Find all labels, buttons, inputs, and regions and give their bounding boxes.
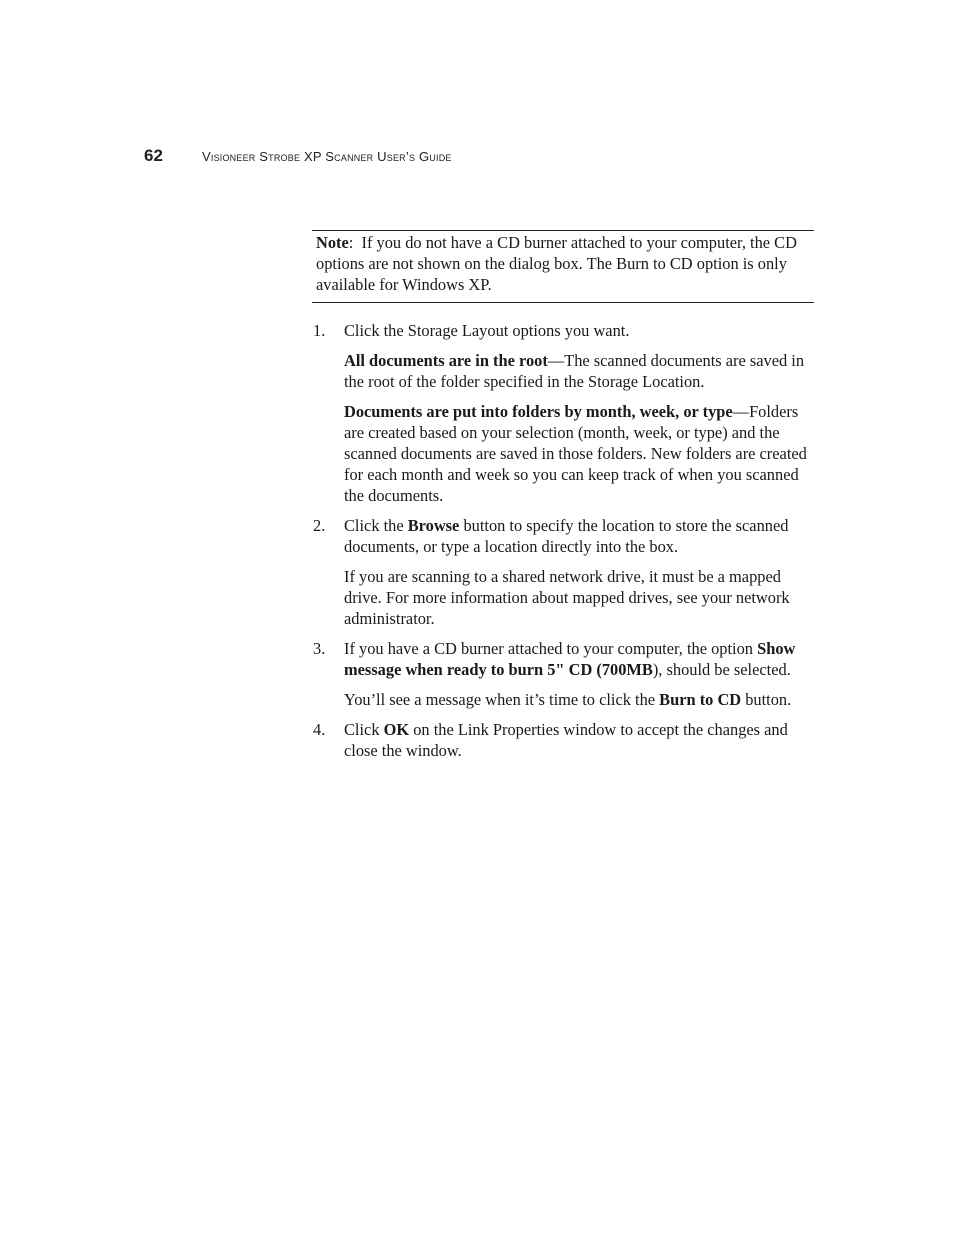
step-1 [312,320,814,515]
step-number: 2. [313,516,326,535]
steps-list [312,320,814,770]
option-root-label: All documents are in the root [344,351,548,370]
note-colon: : [348,233,362,252]
step-number: 1. [313,321,326,340]
step-3-text-post: ), should be selected. [652,660,791,679]
option-folders-label: Documents are put into folders by month, week, or type [344,402,733,421]
step-1-option-folders [344,401,814,506]
step-text [344,320,814,341]
step-1-text: Click the Storage Layout options you want. [344,321,630,340]
step-body [344,719,814,770]
step-1-option-root [344,350,814,392]
step-number: 4. [313,720,326,739]
show-message-label: Show message when ready to burn 5" CD (700MB [344,639,796,679]
ok-label: OK [383,720,410,739]
step-3-sub-pre: You’ll see a message when it’s time to click the [344,690,660,709]
note-text: If you do not have a CD burner attached to your computer, the CD options are not shown on the dialog box. The Burn to CD option is only available for Windows XP. [316,233,797,294]
browse-label: Browse [407,516,460,535]
step-body [344,515,814,638]
step-text [344,719,814,761]
option-root-text: —The scanned documents are saved in the root of the folder specified in the Storage Location. [344,351,805,391]
running-title: Visioneer Strobe XP Scanner User’s Guide [202,149,452,164]
step-2-text-pre: Click the [344,516,408,535]
step-2-network-note [344,566,814,629]
step-2-sub-text: If you are scanning to a shared network drive, it must be a mapped drive. For more information about mapped drives, see your network administrator. [344,567,790,628]
step-3-burn-note [344,689,814,710]
step-number: 3. [313,639,326,658]
note-box [312,230,814,303]
step-text [344,515,814,557]
step-3-text-pre: If you have a CD burner attached to your computer, the option [344,639,758,658]
step-2 [312,515,814,638]
option-folders-text: —Folders are created based on your selection (month, week, or type) and the scanned documents are saved in those folders. New folders are created for each month and week so you can keep track of when you scanned the documents. [344,402,807,505]
step-4 [312,719,814,770]
step-2-text-post: button to specify the location to store the scanned documents, or type a location directly into the box. [344,516,789,556]
page-header [144,146,452,166]
step-body [344,638,814,719]
step-body [344,320,814,515]
step-text [344,638,814,680]
page-content [312,230,814,770]
step-4-text-post: on the Link Properties window to accept the changes and close the window. [344,720,788,760]
page-number: 62 [144,146,163,165]
step-3-sub-post: button. [741,690,792,709]
step-4-text-pre: Click [344,720,384,739]
burn-to-cd-label: Burn to CD [659,690,742,709]
note-label: Note [316,233,349,252]
step-3 [312,638,814,719]
